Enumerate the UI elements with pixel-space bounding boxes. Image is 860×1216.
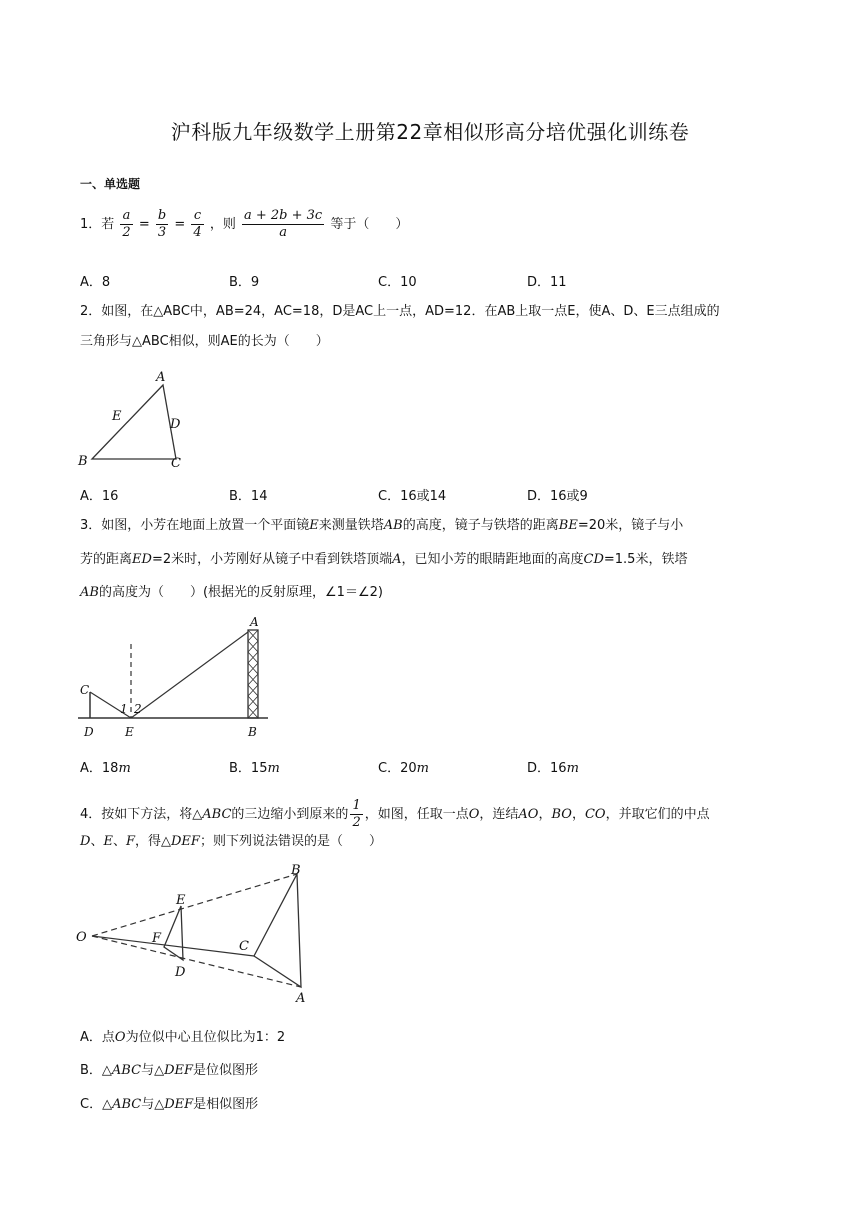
q1-number: 1．若 — [80, 217, 115, 232]
q1-fraction-b: $\frac{b}{3}$ — [157, 208, 167, 240]
q4-option-c: C．△ABC与△DEF是相似图形 — [80, 1097, 259, 1112]
q2-option-d: D．16或9 — [527, 489, 588, 504]
q2-label-e: E — [112, 409, 122, 424]
q2-label-c: C — [171, 456, 181, 471]
q3-angle-2: 2 — [134, 702, 142, 716]
q3-option-b: B．15m — [229, 761, 280, 776]
q3-option-c: C．20m — [378, 761, 429, 776]
page-title: 沪科版九年级数学上册第22章相似形高分培优强化训练卷 — [170, 120, 690, 144]
q4-option-b: B．△ABC与△DEF是位似图形 — [80, 1063, 259, 1078]
q1-tail: 等于（ ） — [330, 217, 409, 232]
q2-option-c: C．16或14 — [378, 489, 447, 504]
q3-angle-1: 1 — [120, 702, 128, 716]
q3-line-2: 芳的距离ED=2米时，小芳刚好从镜子中看到铁塔顶端A，已知小芳的眼睛距地面的高度CD=1.5米，铁塔 — [80, 552, 688, 567]
q4-label-o: O — [76, 930, 87, 945]
q3-tower-figure — [70, 612, 280, 742]
q2-option-b: B．14 — [229, 489, 268, 504]
q3-label-a: A — [250, 615, 259, 629]
q2-line-2: 三角形与△ABC相似，则AE的长为（ ） — [80, 334, 329, 349]
q4-label-e: E — [176, 893, 186, 908]
question-1 — [80, 208, 408, 241]
q1-fraction-expr: $\frac{a + 2b + 3c}{a}$ — [243, 208, 323, 240]
q2-triangle — [92, 385, 176, 459]
section-heading: 一、单选题 — [80, 177, 141, 191]
q1-option-d: D．11 — [527, 275, 567, 290]
q4-fraction-half: $\frac{1}{2}$ — [352, 798, 361, 830]
q4-label-f: F — [152, 931, 162, 946]
q1-mid: ，则 — [209, 217, 236, 232]
q4-option-a: A．点O为位似中心且位似比为1：2 — [80, 1030, 286, 1045]
q2-label-a: A — [156, 370, 166, 385]
q3-line-3: AB的高度为（ ）(根据光的反射原理，∠1＝∠2) — [80, 585, 383, 600]
q2-triangle-figure — [70, 365, 200, 475]
q2-line-1: 2．如图，在△ABC中，AB=24，AC=18，D是AC上一点，AD=12．在AB上取一点E，使A、D、E三点组成的 — [80, 304, 720, 319]
q4-label-b: B — [291, 863, 301, 878]
q4-label-c: C — [239, 939, 249, 954]
q3-label-b: B — [248, 725, 257, 739]
q4-label-d: D — [175, 965, 186, 980]
q1-equals: = — [174, 217, 186, 232]
q4-homothety-figure — [72, 862, 322, 1010]
q3-label-d: D — [84, 725, 94, 739]
q3-label-c: C — [80, 683, 90, 697]
q4-label-a: A — [296, 991, 306, 1006]
q1-fraction-a: $\frac{a}{2}$ — [122, 208, 131, 240]
q3-option-d: D．16m — [527, 761, 579, 776]
q2-label-b: B — [78, 454, 88, 469]
q3-label-e: E — [125, 725, 134, 739]
q2-label-d: D — [170, 417, 181, 432]
q4-line-2: D、E、F，得△DEF；则下列说法错误的是（ ） — [80, 834, 382, 849]
q4-line-1: 4．按如下方法，将△ABC的三边缩小到原来的 $\frac{1}{2}$ ，如图，任取一点O，连结AO，BO，CO，并取它们的中点 — [80, 798, 710, 830]
q3-option-a: A．18m — [80, 761, 131, 776]
q2-option-a: A．16 — [80, 489, 119, 504]
q1-equals: = — [138, 217, 150, 232]
q1-option-b: B．9 — [229, 275, 260, 290]
q3-line-1: 3．如图，小芳在地面上放置一个平面镜E来测量铁塔AB的高度，镜子与铁塔的距离BE=20米，镜子与小 — [80, 518, 684, 533]
q1-option-a: A．8 — [80, 275, 111, 290]
q1-option-c: C．10 — [378, 275, 417, 290]
q1-fraction-c: $\frac{c}{4}$ — [193, 208, 202, 240]
